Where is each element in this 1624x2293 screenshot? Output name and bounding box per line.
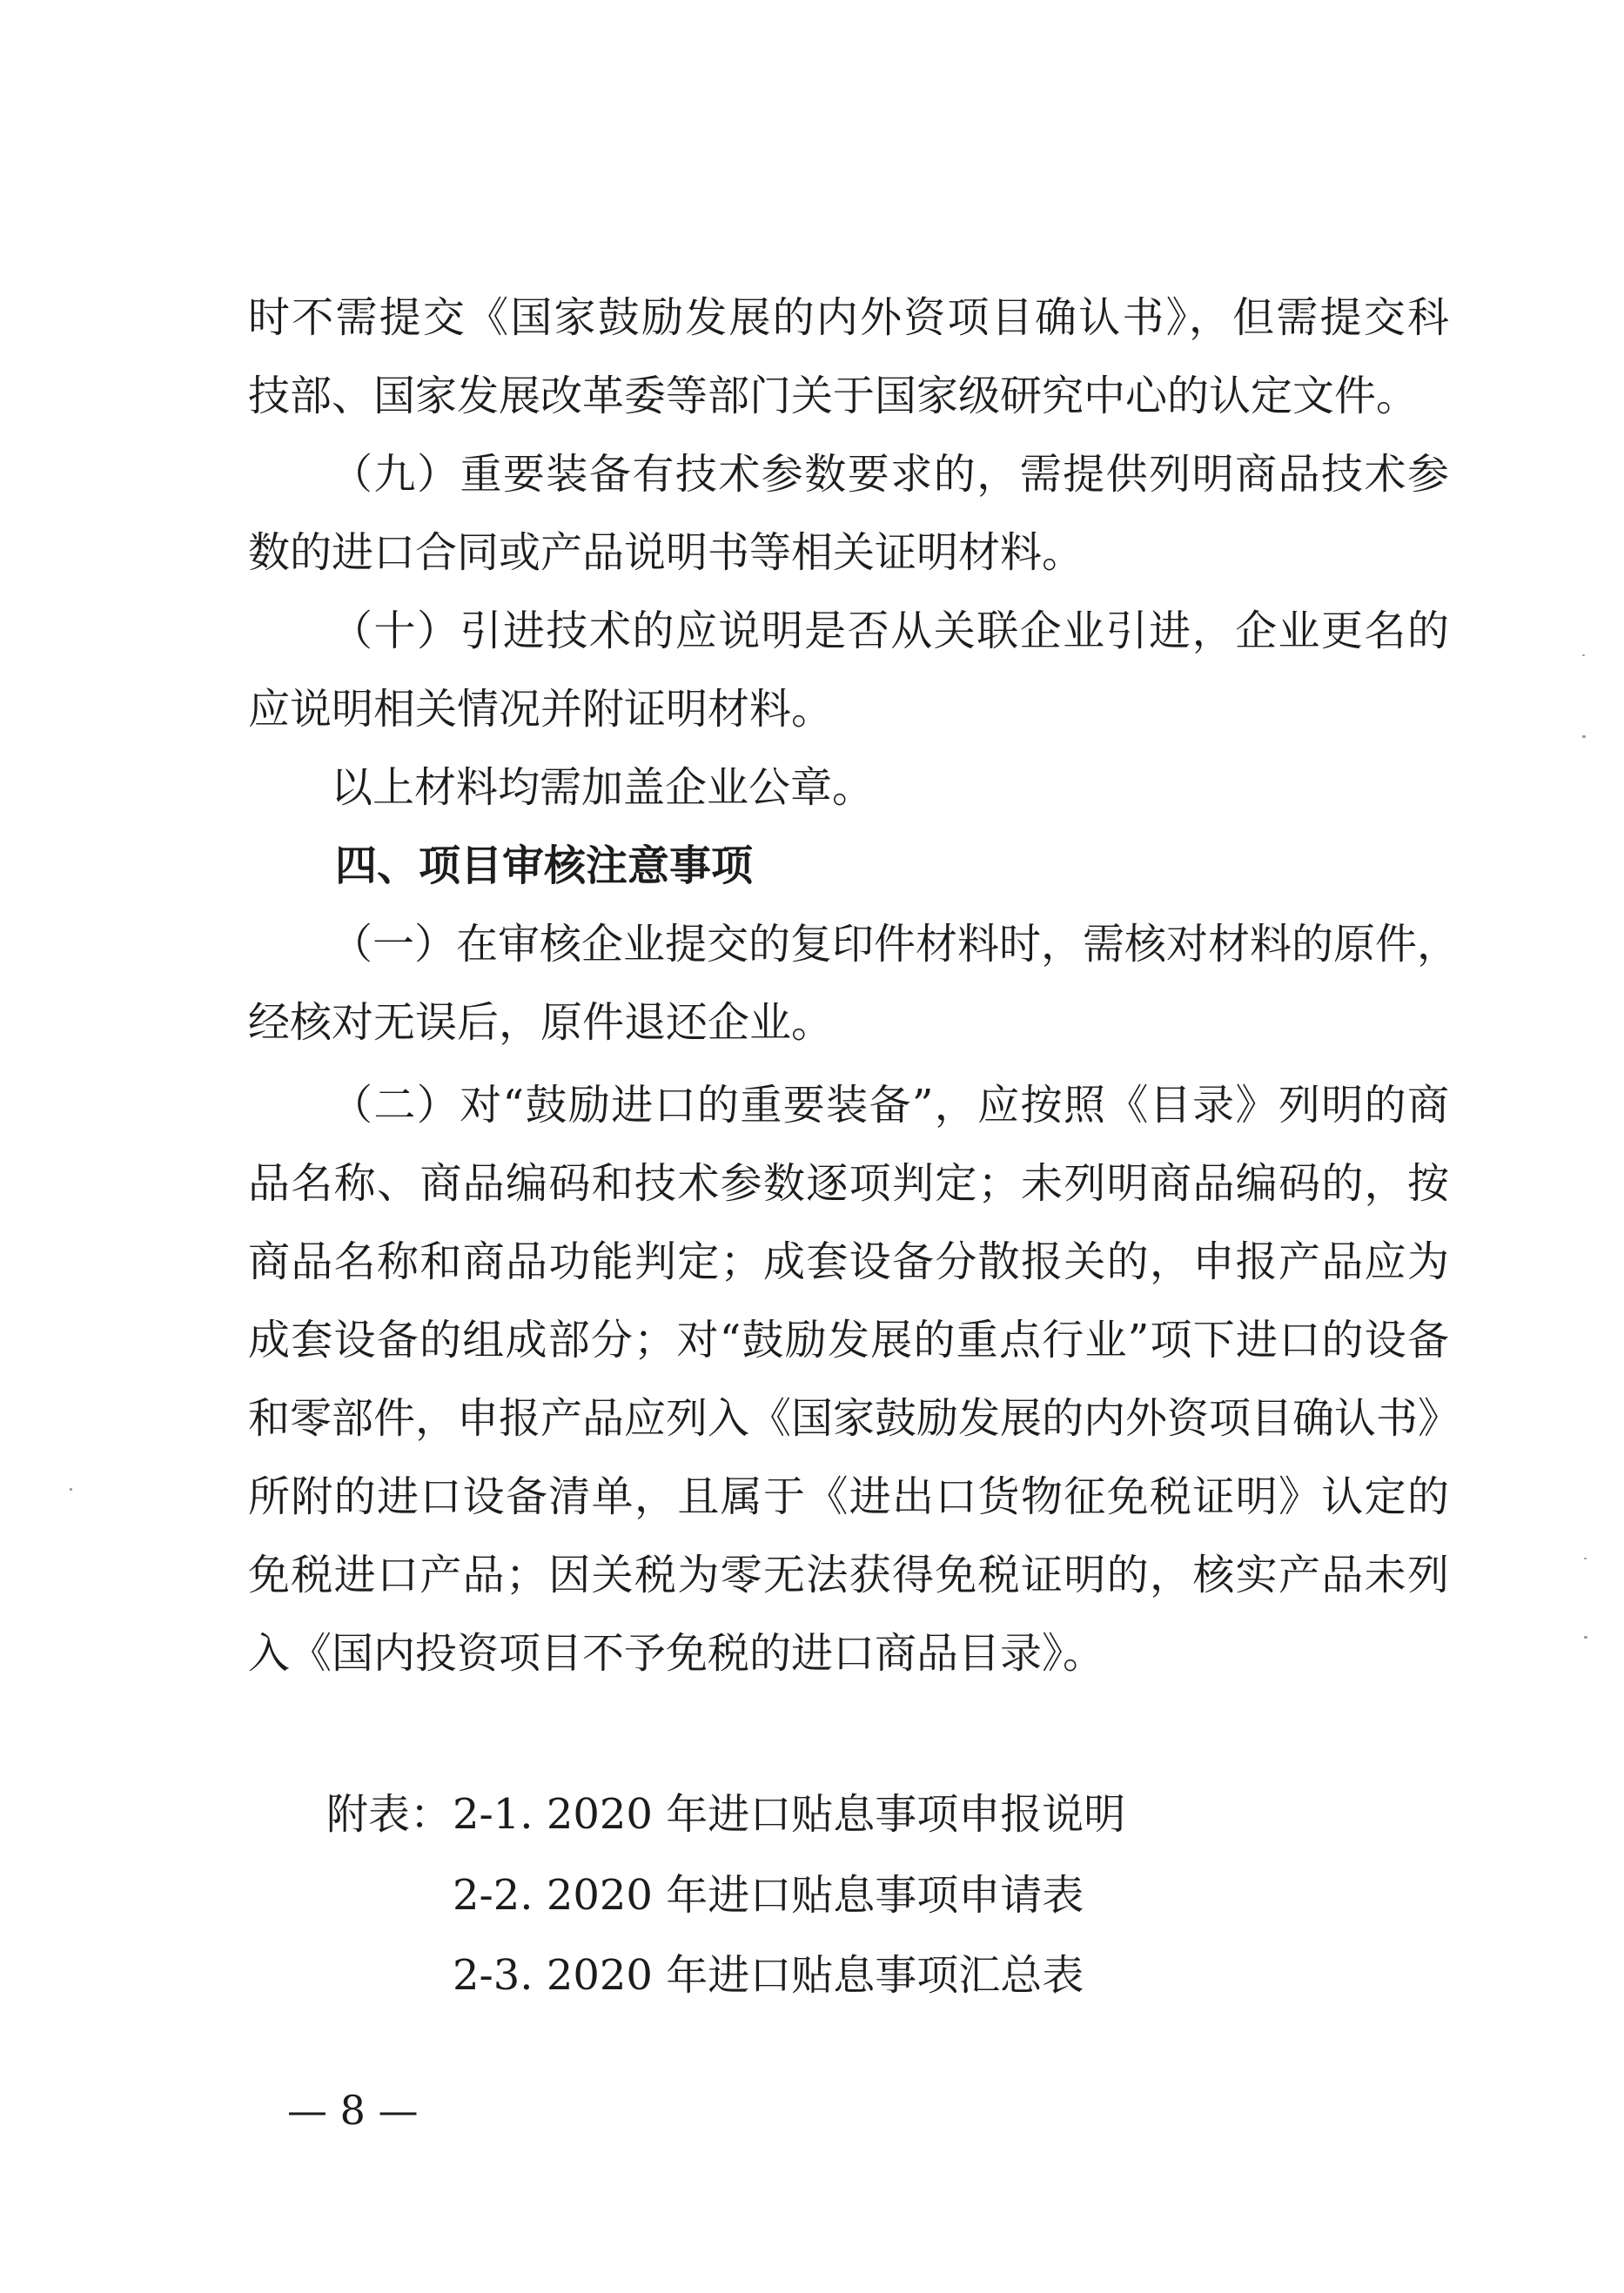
body-line: 数的进口合同或产品说明书等相关证明材料。 — [248, 528, 1084, 577]
scan-speck — [1582, 735, 1586, 738]
scan-speck — [70, 1488, 72, 1491]
body-line: 经核对无误后，原件退还企业。 — [248, 998, 834, 1047]
body-line: 所附的进口设备清单，且属于《进出口货物征免税证明》认定的 — [248, 1472, 1449, 1521]
scan-speck — [1582, 654, 1585, 656]
body-line: （一）在审核企业提交的复印件材料时，需核对材料的原件， — [331, 920, 1460, 969]
attachments-label: 附表： — [326, 1790, 453, 1839]
body-line: 商品名称和商品功能判定；成套设备分散报关的，申报产品应为 — [248, 1237, 1449, 1286]
attachment-item: 2-3. 2020 年进口贴息事项汇总表 — [453, 1951, 1084, 2000]
body-line: （九）重要装备有技术参数要求的，需提供列明商品技术参 — [331, 450, 1449, 499]
scan-speck — [1584, 1558, 1587, 1559]
body-line: （二）对“鼓励进口的重要装备”，应按照《目录》列明的商 — [331, 1081, 1449, 1130]
body-line: 入《国内投资项目不予免税的进口商品目录》。 — [248, 1629, 1105, 1678]
body-line: 品名称、商品编码和技术参数逐项判定；未列明商品编码的，按 — [248, 1159, 1449, 1208]
body-line: （十）引进技术的应说明是否从关联企业引进，企业更名的 — [331, 607, 1449, 655]
body-line: 应说明相关情况并附证明材料。 — [248, 685, 834, 734]
attachment-item: 2-1. 2020 年进口贴息事项申报说明 — [453, 1790, 1126, 1839]
attachment-item: 2-2. 2020 年进口贴息事项申请表 — [453, 1871, 1084, 1920]
page-number: — 8 — — [287, 2087, 419, 2134]
body-line: 免税进口产品；因关税为零无法获得免税证明的，核实产品未列 — [248, 1551, 1449, 1599]
body-line: 成套设备的组成部分；对“鼓励发展的重点行业”项下进口的设备 — [248, 1316, 1449, 1364]
body-line: 技部、国家发展改革委等部门关于国家级研究中心的认定文件。 — [248, 372, 1419, 420]
body-line: 以上材料均需加盖企业公章。 — [331, 763, 875, 812]
body-line: 时不需提交《国家鼓励发展的内外资项目确认书》，但需提交科 — [248, 293, 1449, 342]
body-line: 和零部件，申报产品应列入《国家鼓励发展的内外资项目确认书》 — [248, 1394, 1460, 1443]
scan-speck — [1584, 1636, 1587, 1639]
section-heading: 四、项目审核注意事项 — [335, 841, 754, 890]
